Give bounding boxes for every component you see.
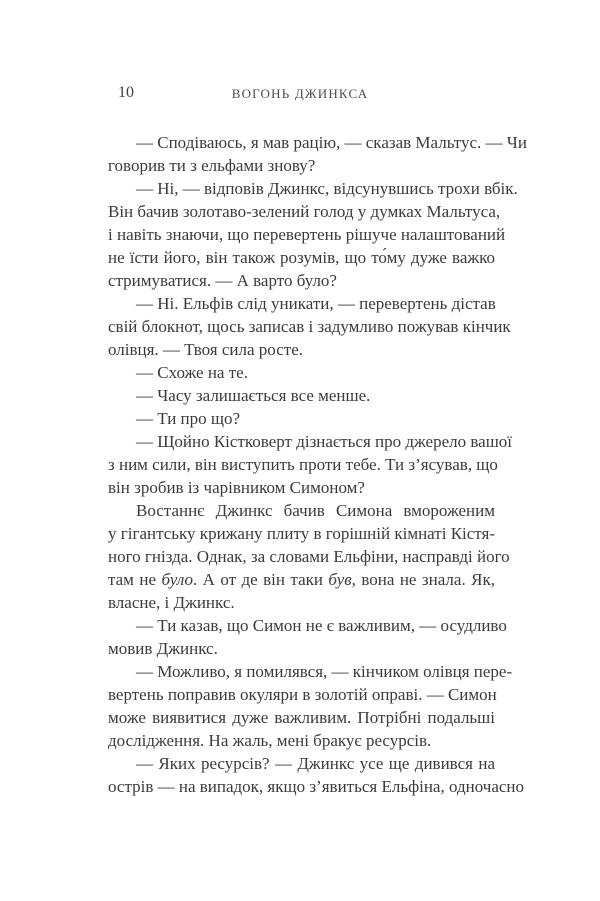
text-line: ного гнізда. Однак, за словами Ельфіни, насправді його: [108, 547, 510, 566]
text-line: — Ти казав, що Симон не є важливим, — осудливо: [136, 616, 507, 635]
paragraph: [108, 292, 511, 361]
paragraph: [108, 752, 525, 798]
text-line: — Можливо, я помилявся, — кінчиком олівця пере-: [136, 662, 513, 681]
text-line: свій блокнот, щось записав і задумливо пожував кінчик: [108, 317, 511, 336]
text-line: — Ні, — відповів Джинкс, відсунувшись трохи вбік.: [136, 179, 518, 198]
text-line: він зробив із чарівником Симоном?: [108, 478, 365, 497]
text-line: говорив ти з ельфами знову?: [108, 156, 316, 175]
paragraph: [108, 660, 513, 752]
text-line: — Ти про що?: [136, 409, 241, 428]
text-line: у гігантську крижану плиту в горішній кімнаті Кістя-: [108, 524, 495, 543]
text-line: з ним сили, він виступить проти тебе. Ти з’ясував, що: [108, 455, 498, 474]
text-line: Він бачив золотаво-зелений голод у думках Мальтуса,: [108, 202, 501, 221]
text-line: — Щойно Кістковерт дізнається про джерело вашої: [136, 432, 513, 451]
paragraph: [108, 177, 518, 292]
page-number: 10: [118, 84, 134, 101]
text-line: власне, і Джинкс.: [108, 593, 235, 612]
paragraph: [108, 407, 495, 430]
text-line: там не було. А от де він таки був, вона не знала. Як,: [108, 570, 495, 589]
page-text: [108, 131, 527, 798]
paragraph: [108, 361, 495, 384]
paragraph: [108, 499, 510, 614]
running-head: ВОГОНЬ ДЖИНКСА: [231, 86, 369, 101]
text-line: дослідження. На жаль, мені бракує ресурсів.: [108, 731, 432, 750]
text-line: — Часу залишається все менше.: [136, 386, 371, 405]
text-line: — Ні. Ельфів слід уникати, — перевертень дістав: [136, 294, 496, 313]
text-line: і навіть знаючи, що перевертень рішуче налаштований: [108, 225, 506, 244]
text-line: — Яких ресурсів? — Джинкс усе ще дивився на: [136, 754, 495, 773]
text-line: мовив Джинкс.: [108, 639, 218, 658]
paragraph: [108, 614, 507, 660]
text-line: може виявитися дуже важливим. Потрібні подальші: [108, 708, 495, 727]
text-line: Востаннє Джинкс бачив Симона вмороженим: [136, 501, 495, 520]
text-line: вертень поправив окуляри в золотій оправі. — Симон: [108, 685, 497, 704]
paragraph: [108, 384, 495, 407]
text-line: — Схоже на те.: [136, 363, 248, 382]
text-line: олівця. — Твоя сила росте.: [108, 340, 303, 359]
paragraph: [108, 131, 527, 177]
text-line: острів — на випадок, якщо з’явиться Ельфіна, одночасно: [108, 777, 525, 796]
text-line: — Сподіваюсь, я мав рацію, — сказав Мальтус. — Чи: [136, 133, 527, 152]
page-header: [0, 84, 600, 104]
text-line: не їсти його, він також розумів, що то́му дуже важко: [108, 248, 495, 267]
paragraph: [108, 430, 513, 499]
text-line: стримуватися. — А варто було?: [108, 271, 337, 290]
